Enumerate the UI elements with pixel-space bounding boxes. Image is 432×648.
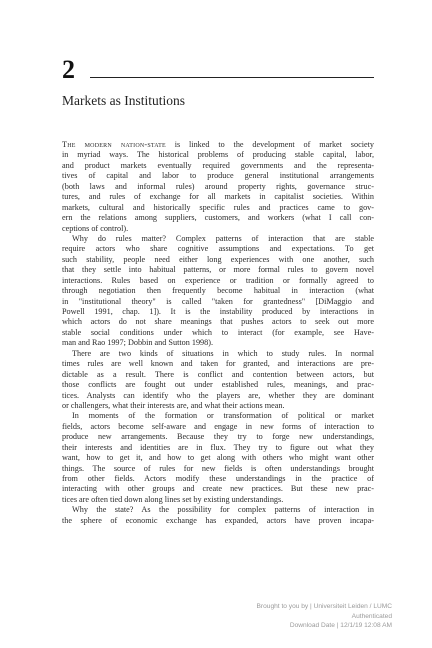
- paragraph-5-line: Why the state? As the possibility for complex patterns of interaction in: [72, 505, 374, 515]
- footer-date-line: Download Date | 12/1/19 12:08 AM: [289, 622, 392, 629]
- paragraph-4-line: want, how to get it, and how to get along with others who might want other: [62, 453, 374, 463]
- paragraph-4-line: In moments of the formation or transformation of political or market: [72, 411, 374, 421]
- paragraph-2-line: which actors do not share meanings that pushes actors to seek out more: [62, 317, 374, 327]
- paragraph-2-line: stable social conditions under which to interact (for example, see Have-: [62, 327, 374, 337]
- paragraph-1-line: tures, and rules of exchange for all markets in capitalist societies. Within: [62, 192, 374, 202]
- paragraph-3-line: tices. Analysts can identify who the players are, whether they are dominant: [62, 390, 374, 400]
- paragraph-2-line: require actors who share cognitive assumptions and expectations. To get: [62, 244, 374, 254]
- paragraph-1-line: (both laws and informal rules) around property rights, governance struc-: [62, 181, 374, 191]
- paragraph-2-line: man and Rao 1997; Dobbin and Sutton 1998).: [62, 338, 214, 348]
- paragraph-4-line: their interests and identities are in flux. They try to figure out what they: [62, 442, 374, 452]
- chapter-title: Markets as Institutions: [62, 93, 185, 108]
- paragraph-2-line: Why do rules matter? Complex patterns of interaction that are stable: [72, 233, 374, 243]
- paragraph-2-line: such stability, people need either long experiences with one another, such: [62, 254, 374, 264]
- paragraph-1-line: and product markets eventually required governments and the representa-: [62, 160, 374, 170]
- download-watermark: [257, 602, 392, 631]
- paragraph-1-line: tives of capital and labor to produce general institutional arrangements: [62, 171, 374, 181]
- paragraph-3-line: There are two kinds of situations in which to study rules. In normal: [72, 348, 374, 358]
- chapter-heading: [62, 55, 374, 84]
- paragraph-4-line: tices are often tied down along lines set by existing understandings.: [62, 494, 284, 504]
- paragraph-4-line: things. The source of rules for new fields is often understandings brought: [62, 463, 374, 473]
- paragraph-4-line: produce new arrangements. Because they try to forge new understandings,: [62, 432, 374, 442]
- paragraph-4-line: from other fields. Actors modify these understandings in the practice of: [62, 474, 374, 483]
- paragraph-3-line: times rules are well known and taken for granted, and interactions are pre-: [62, 359, 374, 369]
- paragraph-2-line: in "institutional theory" is called "taken for grantedness" [DiMaggio and: [62, 296, 374, 306]
- paragraph-4-line: fields, actors become self-aware and engage in new forms of interaction to: [62, 421, 374, 431]
- chapter-number: 2: [62, 55, 75, 84]
- paragraph-1-line: ceptions of control).: [62, 223, 129, 233]
- paragraph-1-line: markets, cultural and historically specific rules and practices came to gov-: [62, 202, 374, 212]
- paragraph-4-line: interacting with other groups and create new practices. But these new prac-: [62, 484, 374, 494]
- paragraph-3-line: those conflicts are fought out under established rules, meanings, and prac-: [62, 380, 374, 390]
- lead-smallcaps: The modern nation-state: [62, 140, 166, 149]
- footer-auth-line: Authenticated: [351, 612, 392, 620]
- paragraph-1-line: ern the relations among suppliers, customers, and workers (what I call con-: [62, 213, 374, 223]
- paragraph-3-line: or challengers, what their interests are, and what their actions mean.: [62, 400, 285, 410]
- paragraph-5-line: the sphere of economic exchange has expanded, actors have proven incapa-: [62, 515, 374, 525]
- body-text: [62, 140, 374, 526]
- paragraph-2-line: Powell 1991, chap. 1]). It is the instability produced by interactions in: [62, 307, 374, 316]
- paragraph-2-line: that they settle into habitual patterns, or more formal rules to govern novel: [62, 265, 374, 275]
- paragraph-1-line: in myriad ways. The historical problems of producing stable capital, labor,: [62, 150, 374, 160]
- footer-access-line: Brought to you by | Universiteit Leiden / LUMC: [256, 603, 392, 610]
- chapter-rule: [90, 77, 374, 78]
- paragraph-2-line: interactions. Rules based on experience or tradition or formally agreed to: [62, 275, 374, 285]
- paragraph-3-line: dictable as a result. There is conflict and contention between actors, but: [62, 369, 374, 379]
- paragraph-2-line: through negotiation then frequently become habitual in interaction (what: [62, 286, 374, 296]
- paragraph-1-line-1: The modern nation-state is linked to the development of market society: [62, 140, 374, 149]
